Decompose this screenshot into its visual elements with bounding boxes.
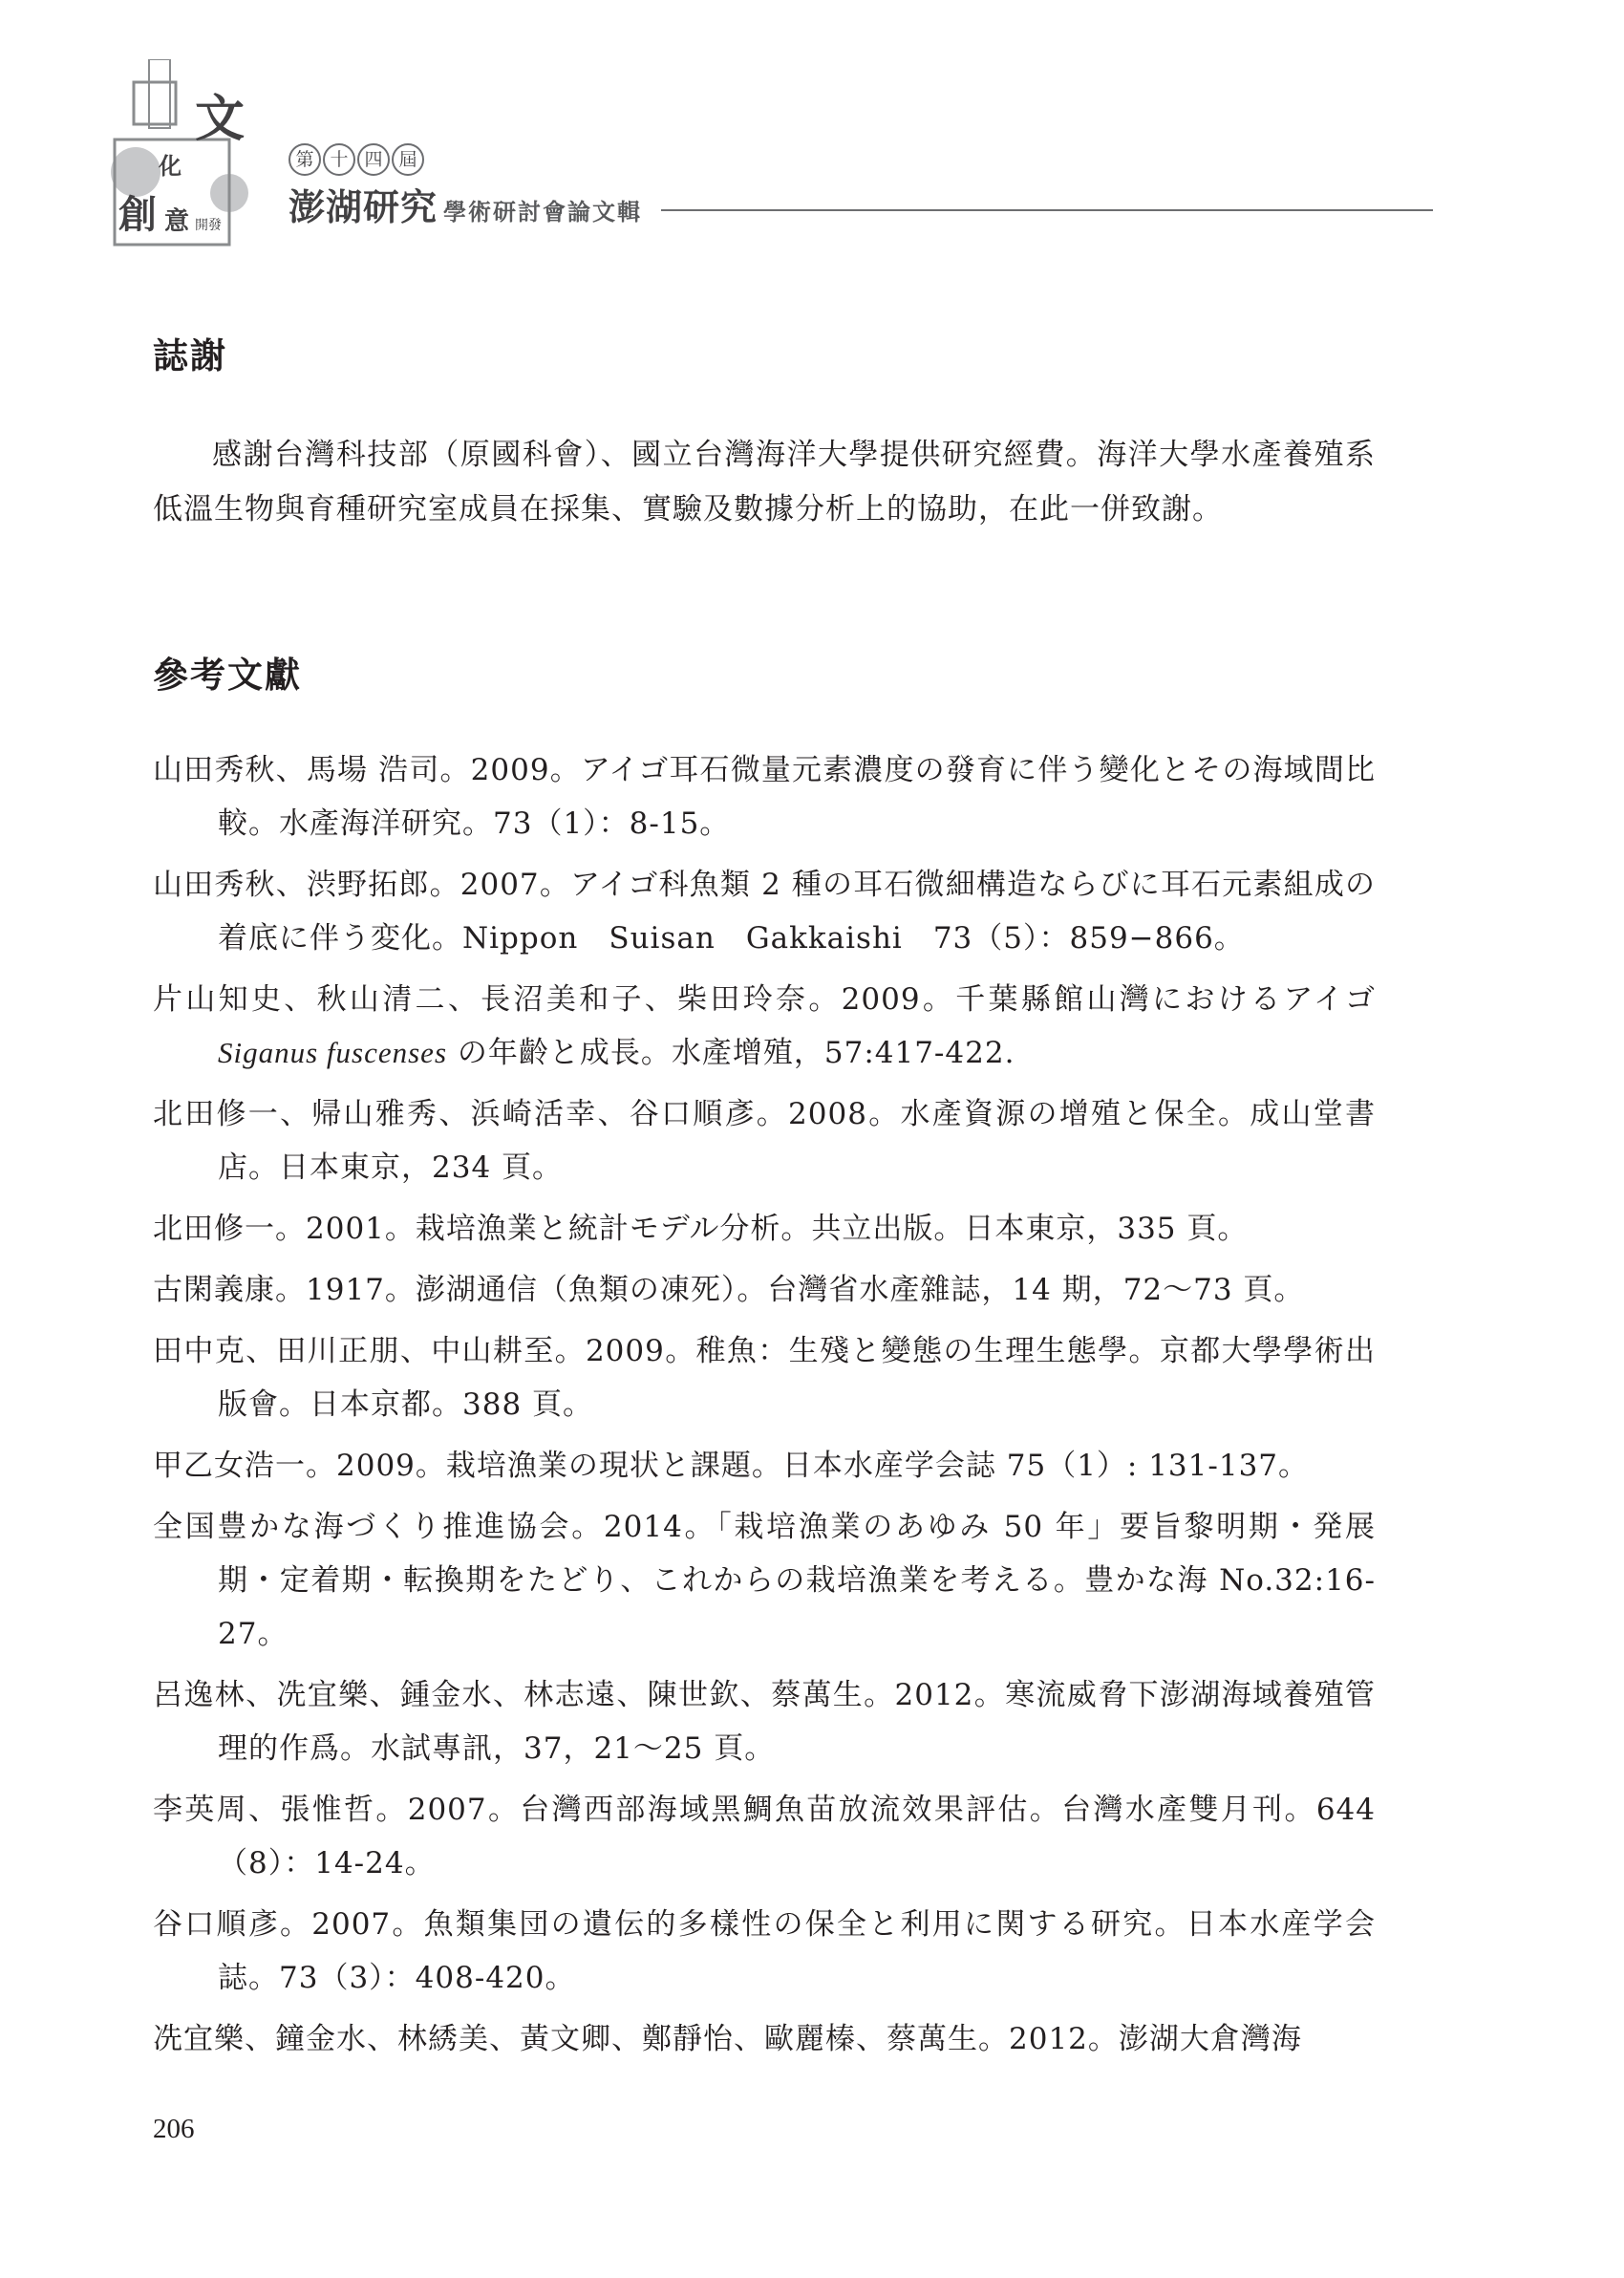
series-char: 屆: [392, 143, 424, 176]
svg-text:創: 創: [118, 192, 157, 237]
acknowledgement-heading: 誌謝: [153, 334, 227, 376]
reference-item: 北田修一、帰山雅秀、浜崎活幸、谷口順彥。2008。水產資源の增殖と保全。成山堂書店。日本東京，234 頁。: [153, 1097, 1376, 1185]
reference-list: [153, 743, 1376, 2066]
header-divider: [661, 209, 1433, 211]
series-char: 十: [323, 143, 355, 176]
series-char: 第: [288, 143, 321, 176]
svg-text:化: 化: [159, 152, 182, 180]
page-number: 206: [153, 2114, 195, 2144]
reference-item: 李英周、張惟哲。2007。台灣西部海域黑鯛魚苗放流效果評估。台灣水產雙月刊。644（8）：14-24。: [153, 1793, 1376, 1880]
reference-item: 北田修一。2001。栽培漁業と統計モデル分析。共立出版。日本東京，335 頁。: [153, 1212, 1249, 1246]
reference-item: 呂逸林、冼宜樂、鍾金水、林志遠、陳世欽、蔡萬生。2012。寒流威脅下澎湖海域養殖管理的作爲。水試專訊，37，21～25 頁。: [153, 1678, 1376, 1766]
svg-text:意: 意: [164, 207, 190, 236]
svg-text:文: 文: [195, 90, 246, 148]
reference-item: [153, 973, 1376, 1080]
reference-item: 山田秀秋、馬場 浩司。2009。アイゴ耳石微量元素濃度の發育に伴う變化とその海域間比較。水產海洋研究。73（1）：8-15。: [153, 753, 1376, 841]
page-body: [153, 325, 1376, 2074]
references-heading: 參考文獻: [153, 654, 302, 696]
reference-item: 全国豊かな海づくり推進協会。2014。「栽培漁業のあゆみ 50 年」要旨黎明期・発展期・定着期・転換期をたどり、これからの栽培漁業を考える。豊かな海 No.32:16-27。: [153, 1510, 1376, 1651]
reference-text: の年齡と成長。水產增殖，57:417-422.: [447, 1036, 1015, 1070]
reference-item: 冼宜樂、鐘金水、林綉美、黃文卿、鄭靜怡、歐麗榛、蔡萬生。2012。澎湖大倉灣海: [153, 2022, 1302, 2056]
reference-item: 田中克、田川正朋、中山耕至。2009。稚魚：生殘と變態の生理生態學。京都大學學術出版會。日本京都。388 頁。: [153, 1334, 1376, 1422]
reference-item: 古閑義康。1917。澎湖通信（魚類の凍死）。台灣省水產雜誌，14 期，72～73 頁。: [153, 1273, 1305, 1307]
journal-main-title: 澎湖研究: [288, 185, 438, 228]
reference-text: 片山知史、秋山清二、長沼美和子、柴田玲奈。2009。千葉縣館山灣におけるアイゴ: [153, 982, 1376, 1017]
reference-item: 甲乙女浩一。2009。栽培漁業の現状と課題。日本水産学会誌 75（1）: 131-137。: [153, 1449, 1310, 1483]
svg-text:開發: 開發: [195, 218, 222, 233]
series-char: 四: [357, 143, 390, 176]
conference-logo: [105, 59, 267, 260]
series-badge: [288, 143, 424, 176]
page-header: [0, 0, 1624, 287]
acknowledgement-text: 感謝台灣科技部（原國科會）、國立台灣海洋大學提供研究經費。海洋大學水產養殖系低溫生物與育種研究室成員在採集、實驗及數據分析上的協助，在此一併致謝。: [153, 438, 1376, 527]
journal-subtitle: 學術研討會論文輯: [443, 198, 643, 226]
journal-title: [288, 178, 642, 226]
reference-item: 谷口順彥。2007。魚類集団の遺伝的多樣性の保全と利用に関する研究。日本水産学会誌。73（3）：408-420。: [153, 1907, 1376, 1995]
reference-item: 山田秀秋、渋野拓郎。2007。アイゴ科魚類 2 種の耳石微細構造ならびに耳石元素組成の着底に伴う変化。Nippon Suisan Gakkaishi 73（5）：859−866。: [153, 868, 1376, 956]
species-name: Siganus fuscenses: [218, 1036, 448, 1069]
